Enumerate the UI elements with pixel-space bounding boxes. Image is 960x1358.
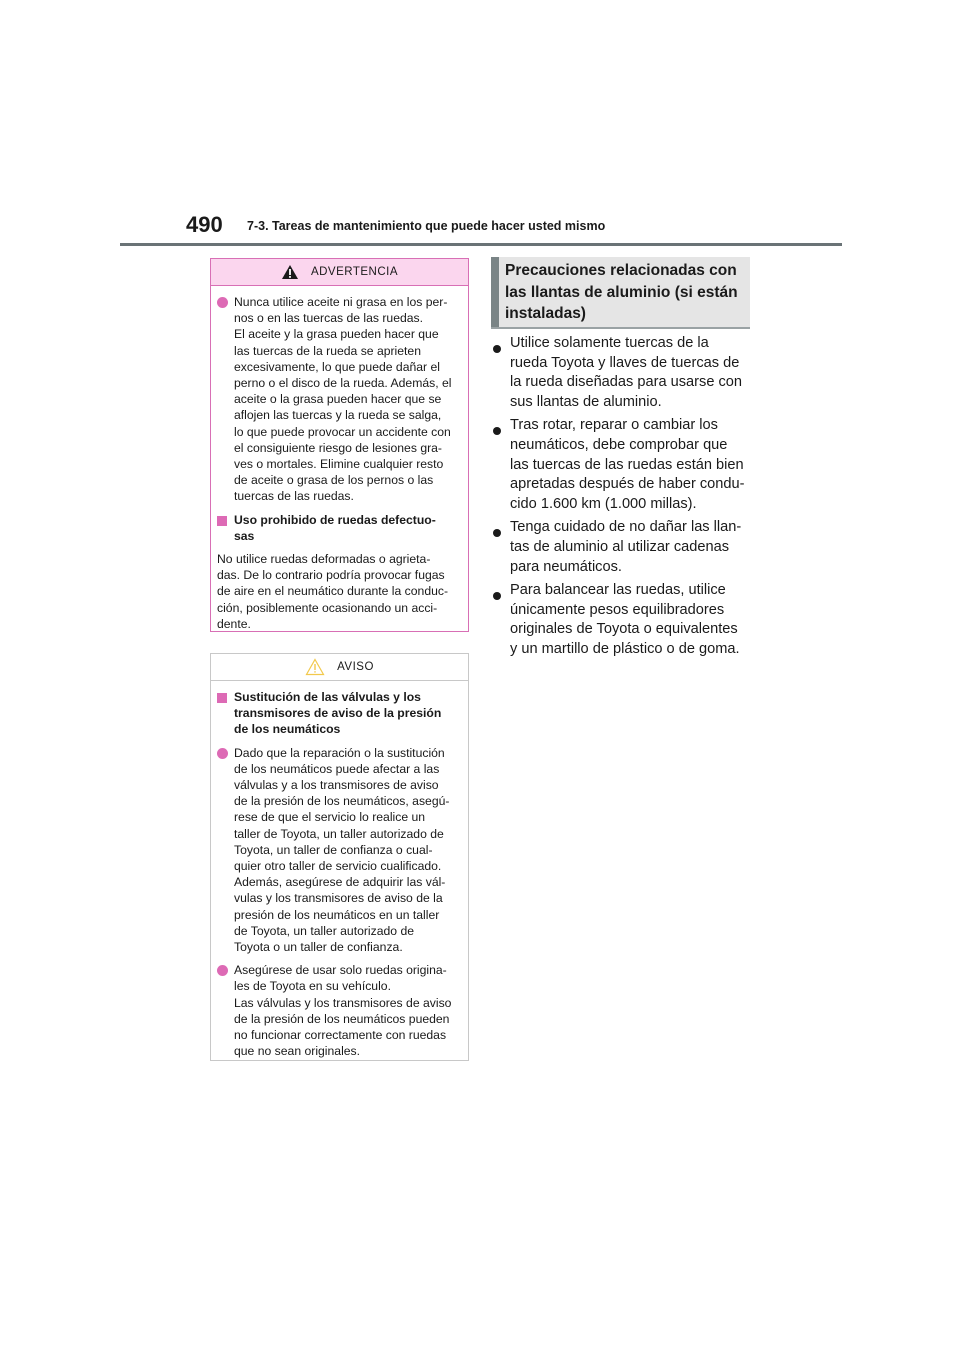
- section-title: 7-3. Tareas de mantenimiento que puede hacer usted mismo: [247, 219, 606, 233]
- list-item: [491, 416, 753, 514]
- list-item-text: Utilice solamente tuercas de la rueda Toyota y llaves de tuercas de la rueda diseñadas para usarse con sus llantas de aluminio.: [510, 335, 743, 410]
- bullet-dot-icon: [493, 529, 501, 537]
- bullet-dot-icon: [217, 748, 228, 759]
- bullet-dot-icon: [493, 592, 501, 600]
- list-item: [491, 581, 753, 659]
- bullet-dot-icon: [217, 965, 228, 976]
- caution-title: AVISO: [337, 661, 374, 673]
- list-item: [491, 518, 753, 577]
- caution-header: [211, 654, 468, 681]
- heading-accent-bar: [491, 257, 499, 327]
- warning-paragraph: No utilice ruedas deformadas o agrieta- das. De lo contrario podría provocar fugas de aire en el neumático durante la conduc- ción, posiblemente ocasionando un acci- dente.: [217, 552, 449, 631]
- warning-box: [210, 258, 469, 632]
- bullet-square-icon: [217, 693, 227, 703]
- list-item: [491, 334, 753, 412]
- caution-item-text: Asegúrese de usar solo ruedas origina- les de Toyota en su vehículo. Las válvulas y los transmisores de aviso de la presión de los neumáticos pueden no funcionar correctamente con ruedas que no sean originales.: [234, 963, 452, 1059]
- warning-header: [211, 259, 468, 286]
- caution-item: [217, 745, 462, 956]
- caution-item-text: Dado que la reparación o la sustitución de los neumáticos puede afectar a las válvulas y a los transmisores de aviso de la presión de los neumáticos, asegú- rese de que el servicio lo realice un taller de Toyota, un taller autorizado de Toyota, un taller de confianza o cual- quier otro taller de servicio cualificado. Además, asegúrese de adquirir las vál- vulas y los transmisores de aviso de la presión de los neumáticos en un taller de Toyota, un taller autorizado de Toyota o un taller de confianza.: [234, 745, 450, 955]
- bullet-dot-icon: [493, 427, 501, 435]
- precautions-list: [491, 334, 753, 664]
- header-rule: [120, 243, 842, 246]
- caution-subheading: [217, 689, 462, 738]
- caution-subheading-text: Sustitución de las válvulas y los transmisores de aviso de la presión de los neumáticos: [234, 690, 442, 737]
- warning-subheading-text: Uso prohibido de ruedas defectuo- sas: [234, 512, 436, 543]
- bullet-dot-icon: [217, 297, 228, 308]
- warning-subheading: [217, 512, 462, 544]
- caution-box: [210, 653, 469, 1061]
- page-number: 490: [186, 212, 223, 237]
- list-item-text: Para balancear las ruedas, utilice únicamente pesos equilibradores originales de Toyota o equivalentes y un martillo de plástico o de goma.: [510, 582, 740, 657]
- warning-title: ADVERTENCIA: [310, 266, 399, 278]
- precautions-title: Precauciones relacionadas con las llantas de aluminio (si están instaladas): [505, 262, 738, 322]
- list-item-text: Tras rotar, reparar o cambiar los neumáticos, debe comprobar que las tuercas de las ruedas están bien apretadas después de haber condu- cido 1.600 km (1.000 millas).: [510, 417, 745, 512]
- caution-triangle-icon: [305, 658, 325, 676]
- caution-item: [217, 962, 462, 1059]
- list-item-text: Tenga cuidado de no dañar las llan- tas de aluminio al utilizar cadenas para neumáticos.: [510, 519, 742, 575]
- precautions-heading-box: [491, 257, 750, 329]
- warning-item: [217, 294, 462, 505]
- bullet-square-icon: [217, 516, 227, 526]
- warning-item-text: Nunca utilice aceite ni grasa en los per- nos o en las tuercas de las ruedas. El aceite y la grasa pueden hacer que las tuercas de la rueda se aprieten excesivamente, lo que puede dañar el perno o el disco de la rueda. Además, el aceite o la grasa pueden hacer que se aflojen las tuercas y la rueda se salga, lo que puede provocar un accidente con el consiguiente riesgo de lesiones gra- ves o mortales. Elimine cualquier resto de aceite o grasa de los pernos o las tuercas de las ruedas.: [234, 295, 452, 504]
- warning-triangle-icon: [281, 264, 299, 280]
- bullet-dot-icon: [493, 345, 501, 353]
